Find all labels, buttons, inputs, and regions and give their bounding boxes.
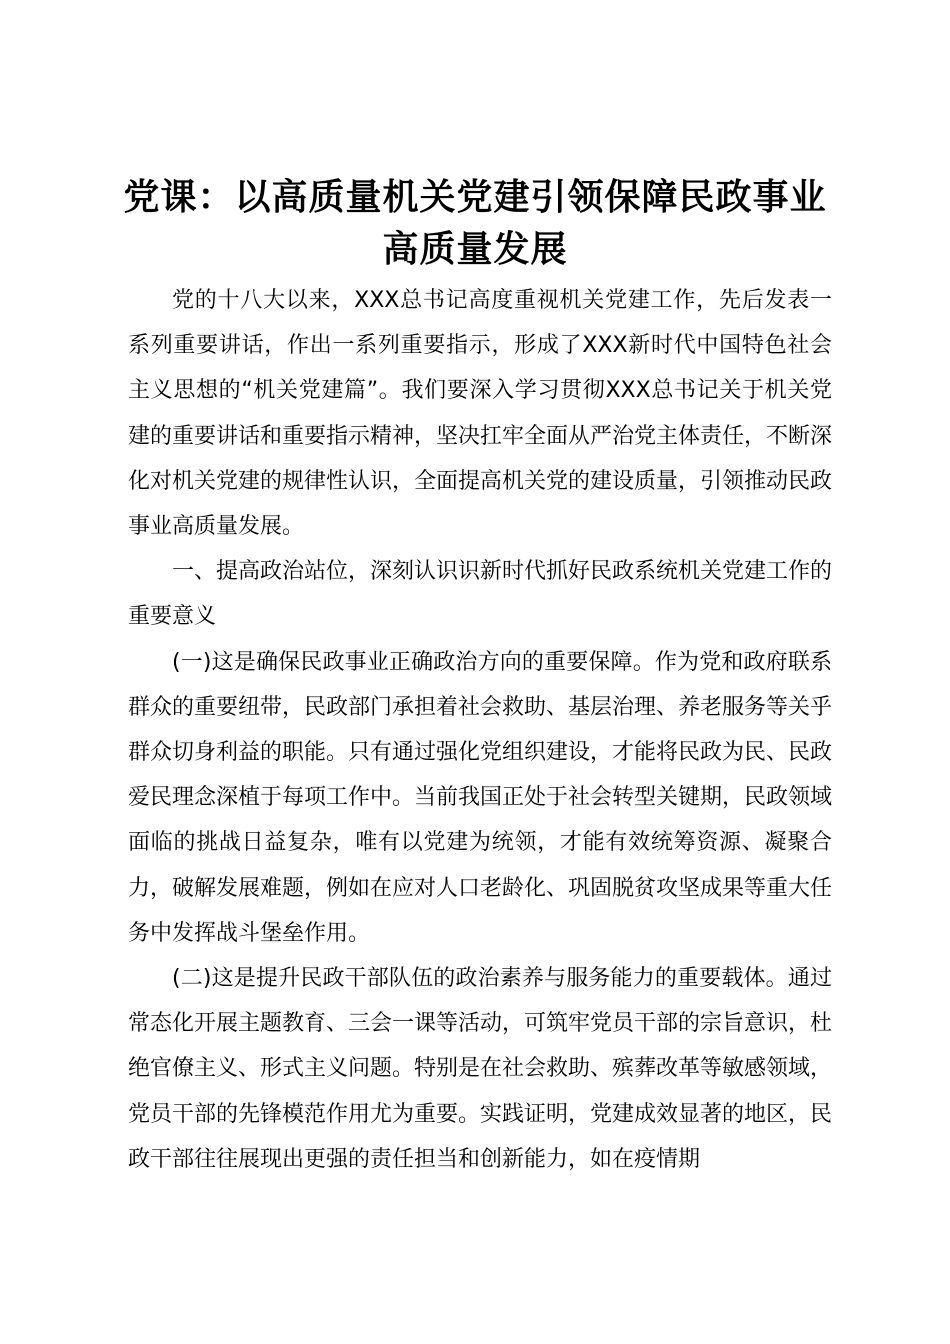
subsection-paragraph-2: (二)这是提升民政干部队伍的政治素养与服务能力的重要载体。通过常态化开展主题教育、三会一课等活动，可筑牢党员干部的宗旨意识，杜绝官僚主义、形式主义问题。特别是在社会救助、殡葬改革等敏感领域，党员干部的先锋模范作用尤为重要。实践证明，党建成效显著的地区，民政干部往往展现出更强的责任担当和创新能力，如在疫情期: [128, 966, 833, 1172]
section-heading-1: 一、提高政治站位，深刻认识识新时代抓好民政系统机关党建工作的重要意义: [128, 559, 833, 630]
subsection-paragraph-1: (一)这是确保民政事业正确政治方向的重要保障。作为党和政府联系群众的重要纽带，民政部门承担着社会救助、基层治理、养老服务等关乎群众切身利益的职能。只有通过强化党组织建设，才能将民政为民、民政爱民理念深植于每项工作中。当前我国正处于社会转型关键期，民政领域面临的挑战日益复杂，唯有以党建为统领，才能有效统筹资源、凝聚合力，破解发展难题，例如在应对人口老龄化、巩固脱贫攻坚成果等重大任务中发挥战斗堡垒作用。: [128, 649, 833, 946]
intro-paragraph: 党的十八大以来，XXX总书记高度重视机关党建工作，先后发表一系列重要讲话，作出一系列重要指示，形成了XXX新时代中国特色社会主义思想的“机关党建篇”。我们要深入学习贯彻XXX总书记关于机关党建的重要讲话和重要指示精神，坚决扛牢全面从严治党主体责任，不断深化对机关党建的规律性认识，全面提高机关党的建设质量，引领推动民政事业高质量发展。: [128, 288, 833, 540]
document-body: [128, 278, 832, 1182]
document-title: 党课：以高质量机关党建引领保障民政事业高质量发展: [123, 177, 827, 270]
